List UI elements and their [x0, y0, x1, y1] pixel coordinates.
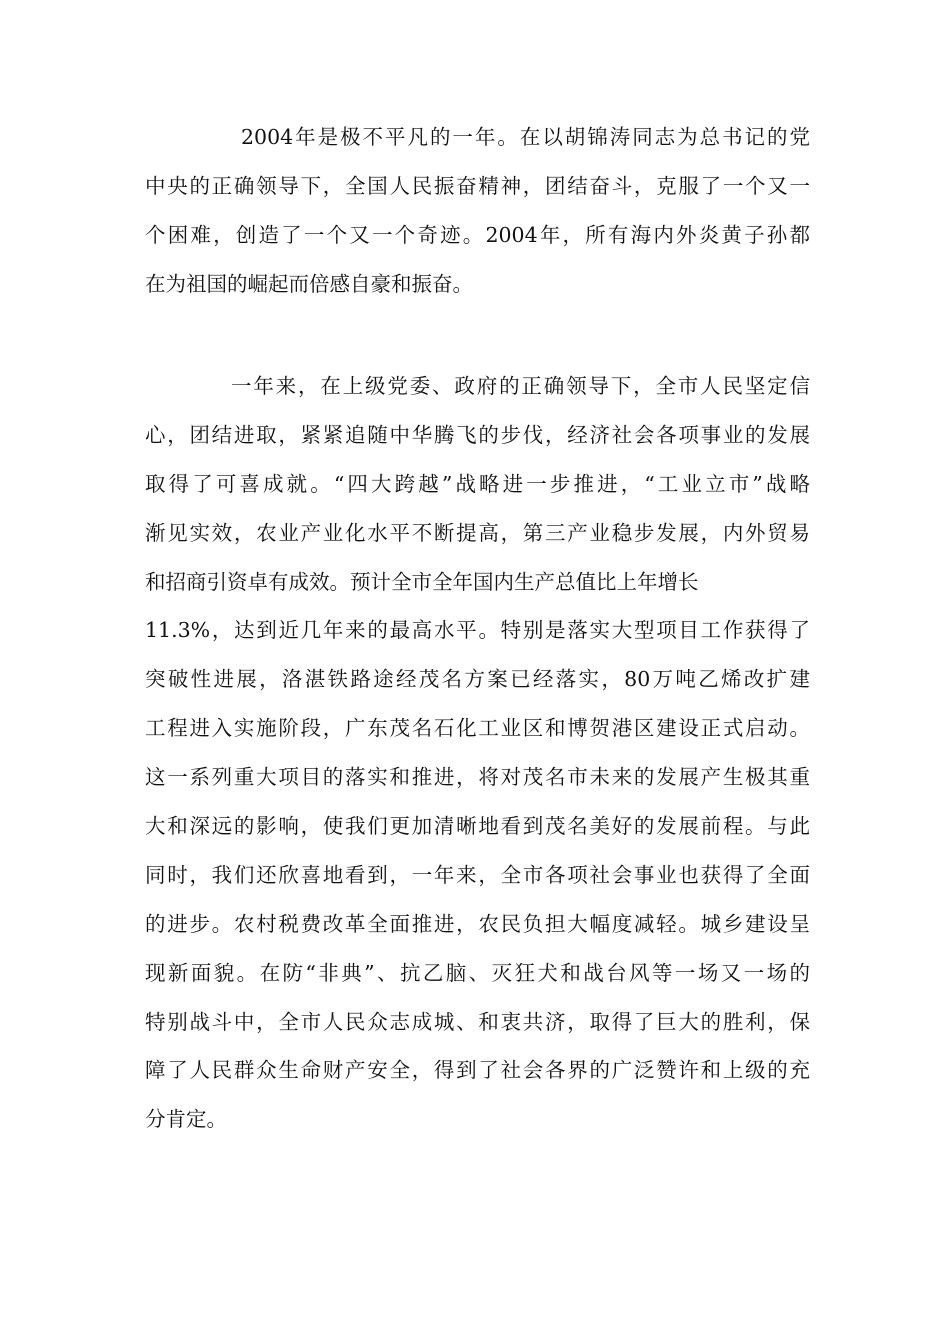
text-line: 取得了可喜成就。“四大跨越”战略进一步推进，“工业立市”战略	[145, 471, 810, 496]
text-line: 中央的正确领导下，全国人民振奋精神，团结奋斗，克服了一个又一	[145, 173, 810, 198]
text-line: 障了人民群众生命财产安全，得到了社会各界的广泛赞许和上级的充	[145, 1058, 810, 1083]
text-line: 现新面貌。在防“非典”、抗乙脑、灭狂犬和战台风等一场又一场的	[145, 960, 810, 985]
text-line: 工程进入实施阶段，广东茂名石化工业区和博贺港区建设正式启动。	[145, 716, 810, 741]
text-line: 心，团结进取，紧紧追随中华腾飞的步伐，经济社会各项事业的发展	[145, 422, 810, 447]
text-line: 大和深远的影响，使我们更加清晰地看到茂名美好的发展前程。与此	[145, 814, 810, 839]
text-line: 的进步。农村税费改革全面推进，农民负担大幅度减轻。城乡建设呈	[145, 911, 810, 936]
text-line: 突破性进展，洛湛铁路途经茂名方案已经落实，80万吨乙烯改扩建	[145, 667, 810, 692]
text-line: 在为祖国的崛起而倍感自豪和振奋。	[145, 271, 473, 296]
text-line: 个困难，创造了一个又一个奇迹。2004年，所有海内外炎黄子孙都	[145, 222, 810, 247]
text-line: 一年来，在上级党委、政府的正确领导下，全市人民坚定信	[231, 374, 810, 398]
text-line: 渐见实效，农业产业化水平不断提高，第三产业稳步发展，内外贸易	[145, 520, 810, 545]
paragraph-2004-review	[145, 113, 810, 309]
text-line: 11.3%，达到近几年来的最高水平。特别是落实大型项目工作获得了	[145, 618, 810, 643]
text-line: 这一系列重大项目的落实和推进，将对茂名市未来的发展产生极其重	[145, 765, 810, 790]
text-line: 和招商引资卓有成效。预计全市全年国内生产总值比上年增长	[145, 569, 699, 594]
text-line: 特别战斗中，全市人民众志成城、和衷共济，取得了巨大的胜利，保	[145, 1009, 810, 1034]
text-line: 分肯定。	[145, 1107, 227, 1132]
text-line: 2004年是极不平凡的一年。在以胡锦涛同志为总书记的党	[241, 125, 810, 149]
paragraph-city-achievements	[145, 362, 810, 1144]
text-line: 同时，我们还欣喜地看到，一年来，全市各项社会事业也获得了全面	[145, 862, 810, 887]
